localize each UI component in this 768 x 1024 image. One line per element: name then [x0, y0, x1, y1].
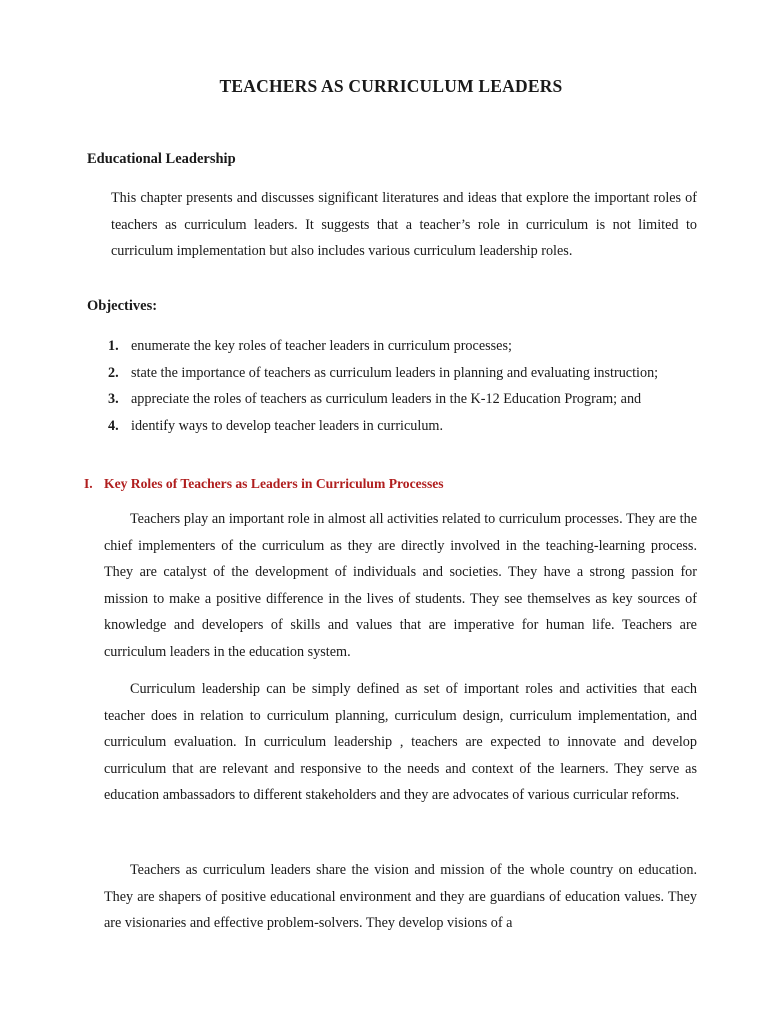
objective-number: 1. — [108, 338, 119, 354]
paragraph-text: Teachers as curriculum leaders share the vision and mission of the whole country on education. They are shapers of positive educational environment and they are guardians of education values. They are visionaries and effective problem-solvers. They develop visions of a — [104, 862, 697, 932]
objectives-list — [108, 333, 708, 439]
intro-paragraph: This chapter presents and discusses significant literatures and ideas that explore the important roles of teachers as curriculum leaders. It suggests that a teacher’s role in curriculum is not limited to curriculum implementation but also includes various curriculum leadership roles. — [111, 190, 697, 260]
document-title: TEACHERS AS CURRICULUM LEADERS — [219, 76, 563, 96]
objective-number: 3. — [108, 391, 119, 408]
objective-number: 4. — [108, 417, 119, 434]
objective-item — [108, 360, 708, 387]
objective-item — [108, 413, 708, 440]
objective-text: appreciate the roles of teachers as curriculum leaders in the K-12 Education Program; and — [131, 391, 642, 408]
objective-item — [108, 333, 708, 360]
section-1-paragraph-3 — [104, 857, 697, 937]
objective-text: identify ways to develop teacher leaders in curriculum. — [131, 417, 444, 434]
objective-item — [108, 386, 708, 413]
section-1-heading — [84, 476, 444, 492]
objective-text: enumerate the key roles of teacher leaders in curriculum processes; — [131, 338, 512, 354]
section-1-number: I. — [84, 476, 93, 491]
section-1-paragraph-1 — [104, 506, 697, 666]
objectives-heading: Objectives: — [87, 298, 158, 314]
section-1-title: Key Roles of Teachers as Leaders in Curriculum Processes — [104, 476, 444, 491]
paragraph-text: Curriculum leadership can be simply defined as set of important roles and activities that each teacher does in relation to curriculum planning, curriculum design, curriculum implementation, and curriculum evaluation. In curriculum leadership , teachers are expected to innovate and develop curriculum that are relevant and responsive to the needs and context of the learners. They serve as education ambassadors to different stakeholders and they are advocates of various curricular reforms. — [104, 681, 697, 804]
objective-text: state the importance of teachers as curriculum leaders in planning and evaluating instruction; — [131, 364, 659, 381]
educational-leadership-heading: Educational Leadership — [87, 151, 236, 167]
objective-number: 2. — [108, 364, 119, 381]
paragraph-text: Teachers play an important role in almost all activities related to curriculum processes. They are the chief implementers of the curriculum as they are directly involved in the teaching-learning process. They are catalyst of the development of individuals and societies. They have a strong passion for mission to make a positive difference in the lives of students. They see themselves as key sources of knowledge and developers of skills and values that are imperative for human life. Teachers are curriculum leaders in the education system. — [104, 511, 697, 660]
section-1-paragraph-2 — [104, 676, 697, 809]
